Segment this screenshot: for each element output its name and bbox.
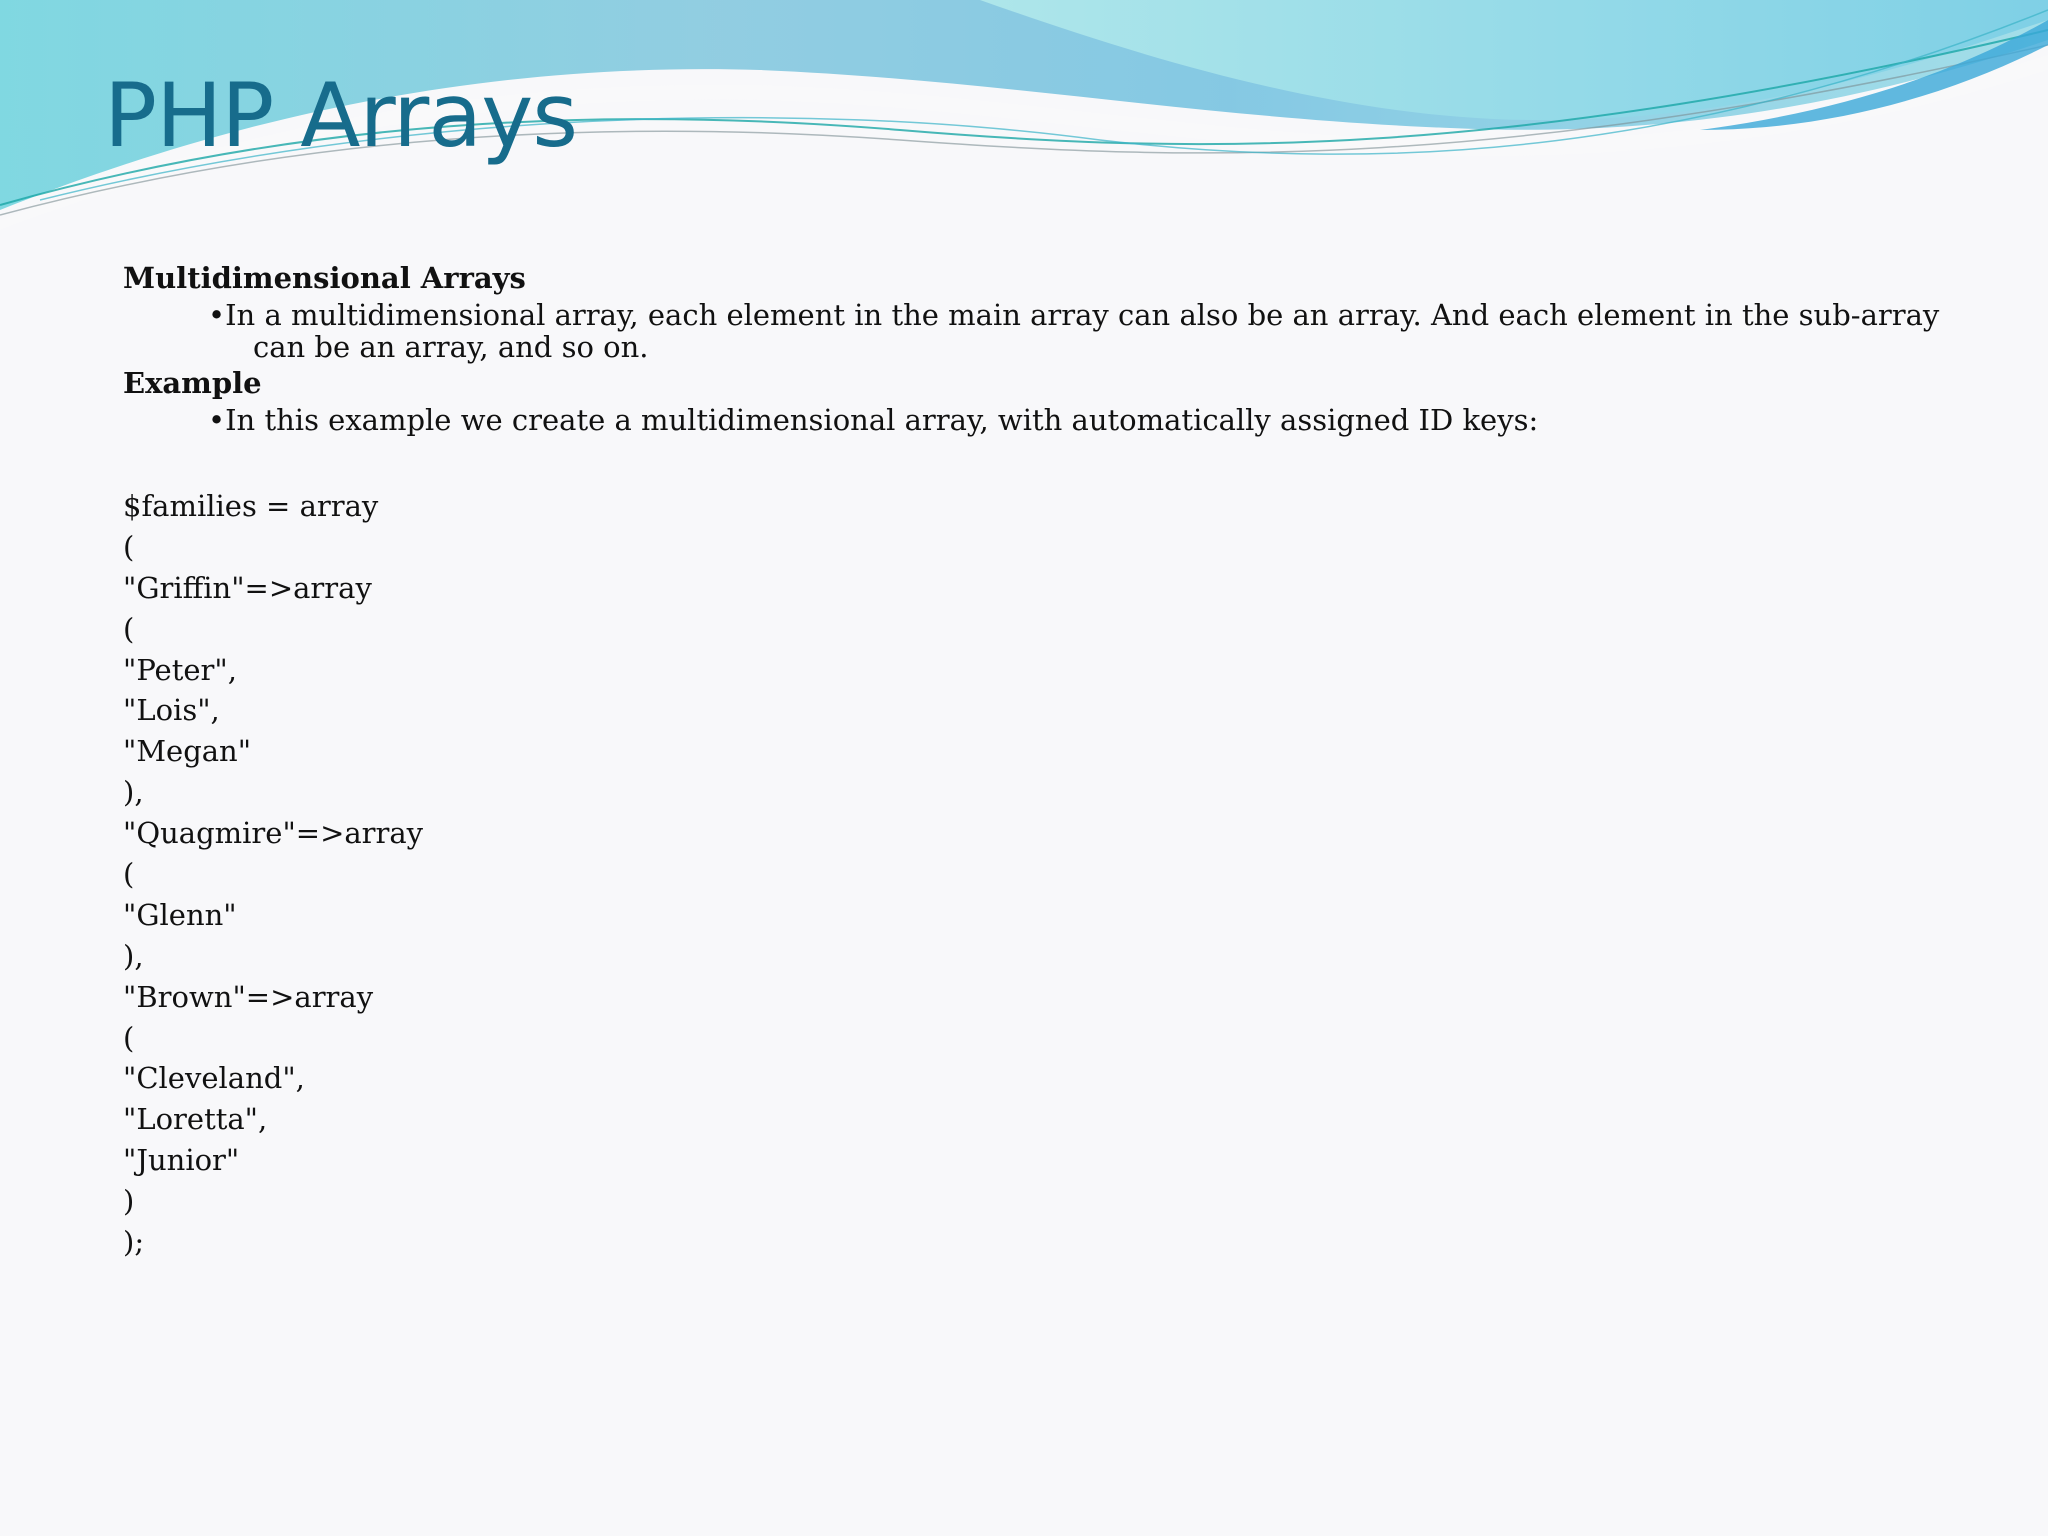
code-line: ( [123,529,135,564]
spacer [123,436,1943,486]
bullet-example-description: •In this example we create a multidimensional array, with automatically assigned ID keys: [208,403,1539,437]
bullet-multidimensional-description: •In a multidimensional array, each element in the main array can also be an array. And each element in the sub-array can be an array, and so on. [208,298,1940,364]
code-line: "Junior" [123,1143,240,1178]
slide-title: PHP Arrays [104,64,578,167]
section-heading-multidimensional: Multidimensional Arrays [123,261,526,295]
section-heading-example: Example [123,366,262,400]
slide-content [123,258,1943,1263]
code-line: ), [123,775,144,810]
code-line: "Lois", [123,693,220,728]
code-line: ) [123,1184,135,1219]
code-line: "Quagmire"=>array [123,816,424,851]
code-line: "Brown"=>array [123,979,374,1014]
code-block [123,486,1943,1263]
code-line: "Megan" [123,734,252,769]
code-line: ), [123,938,144,973]
code-line: $families = array [123,489,379,523]
code-line: "Griffin"=>array [123,570,372,605]
code-line: "Loretta", [123,1102,268,1137]
code-line: "Peter", [123,652,237,687]
code-line: ); [123,1225,145,1260]
code-line: "Glenn" [123,897,237,932]
code-line: ( [123,1020,135,1055]
code-line: "Cleveland", [123,1061,305,1096]
code-line: ( [123,611,135,646]
code-line: ( [123,857,135,892]
